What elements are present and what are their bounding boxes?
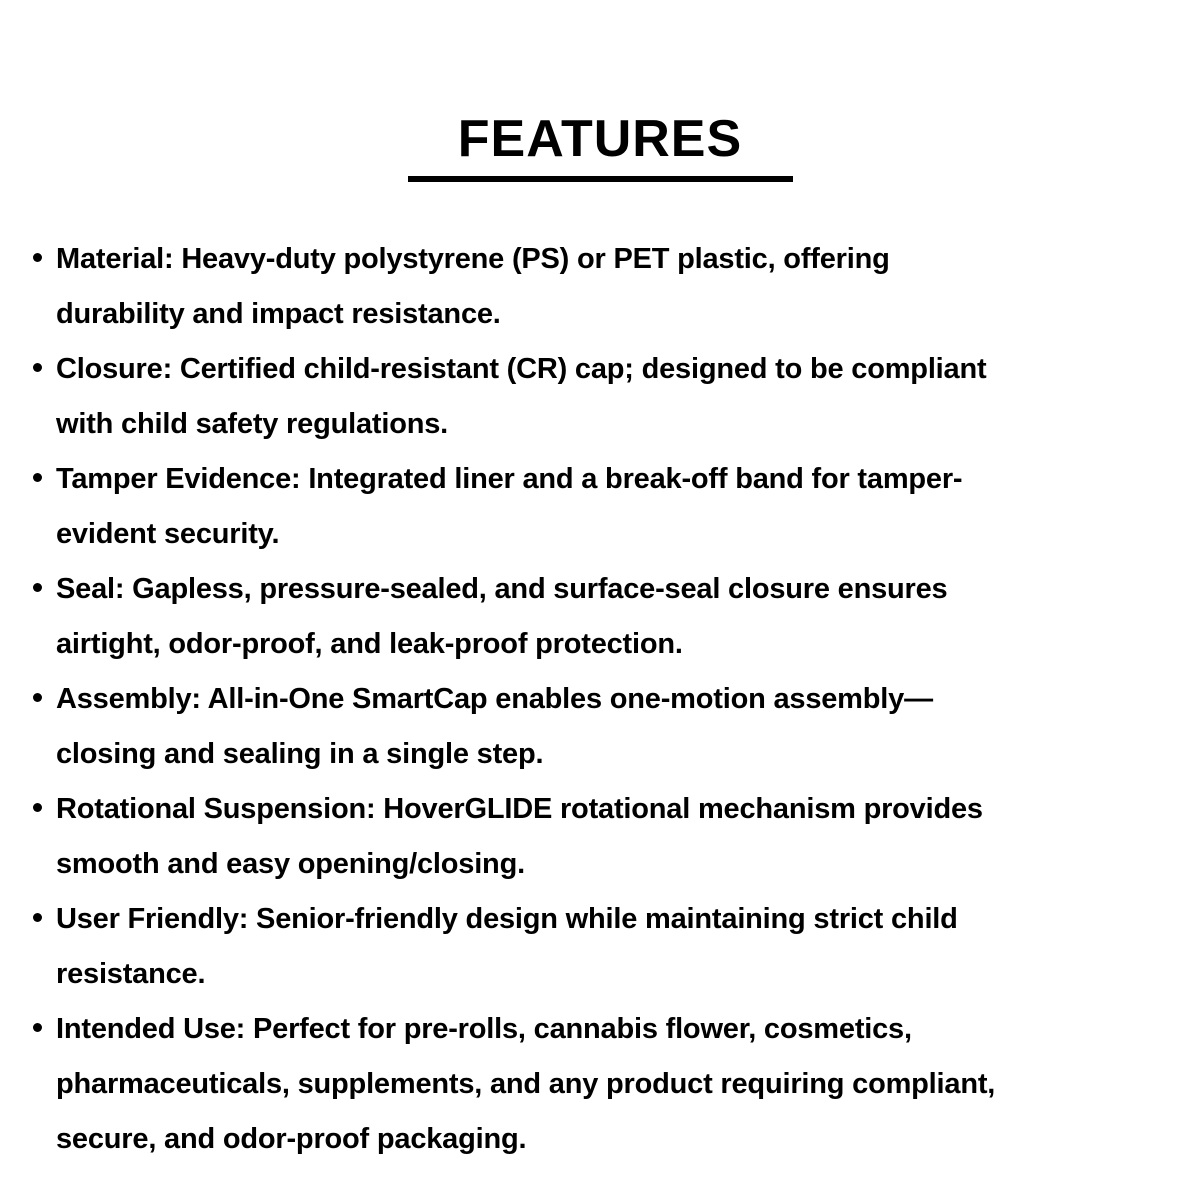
feature-line: resistance. [56,958,206,990]
bullet-icon [33,583,42,592]
features-page [0,110,1200,1200]
title-underline-rule [408,176,793,182]
feature-line: Closure: Certified child-resistant (CR) cap; designed to be compliant [56,353,987,385]
feature-list-item [33,452,1190,562]
feature-line: secure, and odor-proof packaging. [56,1123,527,1155]
feature-list-item [33,342,1190,452]
bullet-icon [33,363,42,372]
feature-text [56,342,1190,452]
bullet-icon [33,803,42,812]
feature-text [56,452,1190,562]
page-header [0,110,1200,182]
feature-line: closing and sealing in a single step. [56,738,544,770]
feature-line: durability and impact resistance. [56,298,501,330]
bullet-icon [33,693,42,702]
feature-text [56,892,1190,1002]
page-title: FEATURES [457,110,743,168]
bullet-icon [33,1023,42,1032]
feature-line: Intended Use: Perfect for pre-rolls, cannabis flower, cosmetics, [56,1013,912,1045]
feature-line: Assembly: All-in-One SmartCap enables one-motion assembly— [56,683,933,715]
feature-text [56,232,1190,342]
feature-line: smooth and easy opening/closing. [56,848,525,880]
bullet-icon [33,913,42,922]
features-list [33,232,1190,1167]
feature-text [56,782,1190,892]
feature-text [56,562,1190,672]
feature-line: Rotational Suspension: HoverGLIDE rotational mechanism provides [56,793,983,825]
feature-text [56,672,1190,782]
feature-line: Seal: Gapless, pressure-sealed, and surface-seal closure ensures [56,573,948,605]
feature-line: evident security. [56,518,280,550]
feature-line: Material: Heavy-duty polystyrene (PS) or PET plastic, offering [56,243,890,275]
feature-list-item [33,1002,1190,1167]
bullet-icon [33,253,42,262]
feature-text [56,1002,1190,1167]
feature-list-item [33,672,1190,782]
feature-line: Tamper Evidence: Integrated liner and a break-off band for tamper- [56,463,963,495]
feature-list-item [33,232,1190,342]
feature-list-item [33,892,1190,1002]
feature-line: User Friendly: Senior-friendly design while maintaining strict child [56,903,958,935]
feature-list-item [33,782,1190,892]
feature-list-item [33,562,1190,672]
feature-line: airtight, odor-proof, and leak-proof protection. [56,628,683,660]
bullet-icon [33,473,42,482]
feature-line: pharmaceuticals, supplements, and any product requiring compliant, [56,1068,996,1100]
feature-line: with child safety regulations. [56,408,449,440]
